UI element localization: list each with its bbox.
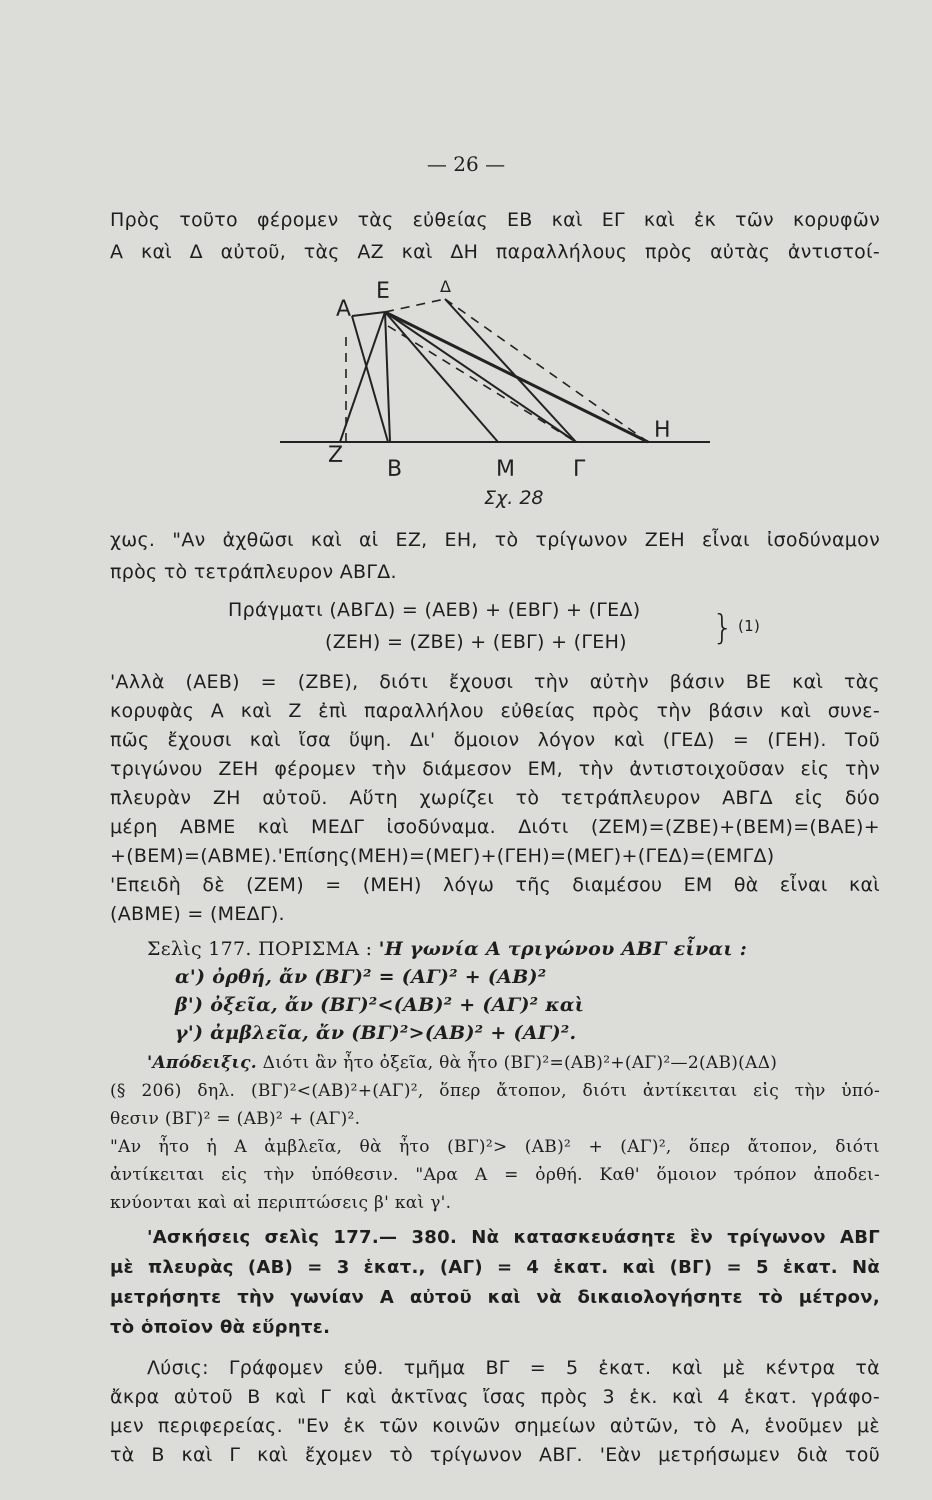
dashed-DH <box>445 299 648 442</box>
para3-line-1: 'Αλλὰ (ΑΕΒ) = (ΖΒΕ), διότι ἔχουσι τὴν αὐτὴν βάσιν ΒΕ καὶ τὰς <box>110 671 880 693</box>
porisma-heading <box>147 937 787 962</box>
para3-line-5: πλευρὰν ΖΗ αὐτοῦ. Αὕτη χωρίζει τὸ τετράπλευρον ΑΒΓΔ εἰς δύο <box>110 787 880 809</box>
label-D: Δ <box>440 277 451 296</box>
figure-caption: Σχ. 28 <box>484 487 544 509</box>
proof-line-4: "Αν ἦτο ἡ Α ἀμβλεῖα, θὰ ἦτο (ΒΓ)²> (ΑΒ)² + (ΑΓ)², ὅπερ ἄτοπον, διότι <box>110 1137 880 1157</box>
para1-line-2: Α καὶ Δ αὐτοῦ, τὰς ΑΖ καὶ ΔΗ παραλλήλους πρὸς αὐτὰς ἀντιστοί- <box>110 241 880 263</box>
exercise-line-1: 'Ασκήσεις σελὶς 177.— 380. Νὰ κατασκευάσητε ἓν τρίγωνον ΑΒΓ <box>147 1227 880 1248</box>
label-A: Α <box>336 297 352 322</box>
label-E: Ε <box>376 279 390 304</box>
para3-line-6: μέρη ΑΒΜΕ καὶ ΜΕΔΓ ἰσοδύναμα. Διότι (ΖΕΜ)=(ΖΒΕ)+(ΒΕΜ)=(ΒΑΕ)+ <box>110 816 880 838</box>
para2-line-1: χως. "Αν ἀχθῶσι καὶ αἱ ΕΖ, ΕΗ, τὸ τρίγωνον ΖΕΗ εἶναι ἰσοδύναμον <box>110 529 880 551</box>
para3-line-3: πῶς ἔχουσι καὶ ἴσα ὕψη. Δι' ὅμοιον λόγον καὶ (ΓΕΔ) = (ΓΕΗ). Τοῦ <box>110 729 880 751</box>
exercise-line-3: μετρήσητε τὴν γωνίαν Α αὐτοῦ καὶ νὰ δικαιολογήσητε τὸ μέτρον, <box>110 1287 880 1308</box>
dashed-ED <box>385 299 445 312</box>
para3-line-8: 'Επειδὴ δὲ (ΖΕΜ) = (ΜΕΗ) λόγω τῆς διαμέσου ΕΜ θὰ εἶναι καὶ <box>110 874 880 896</box>
line-AE <box>352 312 385 316</box>
label-M: Μ <box>496 457 515 482</box>
exercise-line-2: μὲ πλευρὰς (ΑΒ) = 3 ἑκατ., (ΑΓ) = 4 ἑκατ. καὶ (ΒΓ) = 5 ἑκατ. Νὰ <box>110 1257 880 1278</box>
porisma-item-c: γ') ἀμβλεῖα, ἄν (ΒΓ)²>(ΑΒ)² + (ΑΓ)². <box>175 1022 577 1044</box>
label-B: Β <box>387 457 403 482</box>
label-G: Γ <box>573 457 586 482</box>
solution-line-2: ἄκρα αὐτοῦ Β καὶ Γ καὶ ἀκτῖνας ἴσας πρὸς 3 ἑκ. καὶ 4 ἑκατ. γράφο- <box>110 1386 880 1408</box>
geometry-figure-28 <box>270 274 720 514</box>
para3-line-2: κορυφὰς Α καὶ Ζ ἐπὶ παραλλήλου εὐθείας πρὸς τὴν βάσιν καὶ συνε- <box>110 700 880 722</box>
proof-line-2: (§ 206) δηλ. (ΒΓ)²<(ΑΒ)²+(ΑΓ)², ὅπερ ἄτοπον, διότι ἀντίκειται εἰς τὴν ὑπό- <box>110 1081 880 1101</box>
proof-line-6: κνύονται καὶ αἱ περιπτώσεις β' καὶ γ'. <box>110 1193 452 1213</box>
proof-text: Διότι ἂν ἦτο ὀξεῖα, θὰ ἦτο (ΒΓ)²=(ΑΒ)²+(ΑΓ)²—2(ΑΒ)(ΑΔ) <box>262 1053 778 1073</box>
para2-line-2: πρὸς τὸ τετράπλευρον ΑΒΓΔ. <box>110 561 397 583</box>
para3-line-7: +(ΒΕΜ)=(ΑΒΜΕ).'Επίσης(ΜΕΗ)=(ΜΕΓ)+(ΓΕΗ)=(ΜΕΓ)+(ΓΕΔ)=(ΕΜΓΔ) <box>110 845 775 867</box>
line-DG <box>445 299 576 442</box>
para3-line-9: (ΑΒΜΕ) = (ΜΕΔΓ). <box>110 903 285 925</box>
exercise-line-4: τὸ ὁποῖον θὰ εὕρητε. <box>110 1317 331 1338</box>
solution-line-4: τὰ Β καὶ Γ καὶ ἔχομεν τὸ τρίγωνον ΑΒΓ. 'Εὰν μετρήσωμεν διὰ τοῦ <box>110 1444 880 1466</box>
equation-line-1: Πράγματι (ΑΒΓΔ) = (ΑΕΒ) + (ΕΒΓ) + (ΓΕΔ) <box>228 599 641 621</box>
porisma-item-a: α') ὀρθή, ἄν (ΒΓ)² = (ΑΓ)² + (ΑΒ)² <box>175 966 547 988</box>
solution-line-3: μεν περιφερείας. "Εν ἐκ τῶν κοινῶν σημείων αὐτῶν, τὸ Α, ἑνοῦμεν μὲ <box>110 1415 880 1437</box>
proof-line-5: ἀντίκειται εἰς τὴν ὑπόθεσιν. "Αρα Α = ὀρθή. Καθ' ὅμοιον τρόπον ἀποδει- <box>110 1165 880 1185</box>
para3-line-4: τριγώνου ΖΕΗ φέρομεν τὴν διάμεσον ΕΜ, τὴν ἀντιστοιχοῦσαν εἰς τὴν <box>110 758 880 780</box>
page-number: — 26 — <box>426 152 506 176</box>
label-Z: Ζ <box>328 443 344 468</box>
para1-line-1: Πρὸς τοῦτο φέρομεν τὰς εὐθείας ΕΒ καὶ ΕΓ καὶ ἐκ τῶν κορυφῶν <box>110 209 880 231</box>
porisma-statement: 'Η γωνία Α τριγώνου ΑΒΓ εἶναι : <box>378 938 748 960</box>
equation-brace: } <box>712 608 734 648</box>
line-BA <box>352 316 388 442</box>
equation-number: (1) <box>738 617 761 635</box>
solution-line-1: Λύσις: Γράφομεν εὐθ. τμῆμα ΒΓ = 5 ἑκατ. καὶ μὲ κέντρα τὰ <box>147 1357 880 1379</box>
equation-line-2: (ΖΕΗ) = (ΖΒΕ) + (ΕΒΓ) + (ΓΕΗ) <box>325 631 627 653</box>
porisma-label: Σελὶς 177. ΠΟΡΙΣΜΑ : <box>147 938 373 960</box>
proof-line-3: θεσιν (ΒΓ)² = (ΑΒ)² + (ΑΓ)². <box>110 1109 361 1129</box>
porisma-item-b: β') ὀξεῖα, ἄν (ΒΓ)²<(ΑΒ)² + (ΑΓ)² καὶ <box>175 994 585 1016</box>
label-H: Η <box>654 418 671 443</box>
line-BE <box>385 312 390 442</box>
proof-line-1 <box>147 1051 880 1076</box>
proof-heading: 'Απόδειξις. <box>147 1053 257 1073</box>
